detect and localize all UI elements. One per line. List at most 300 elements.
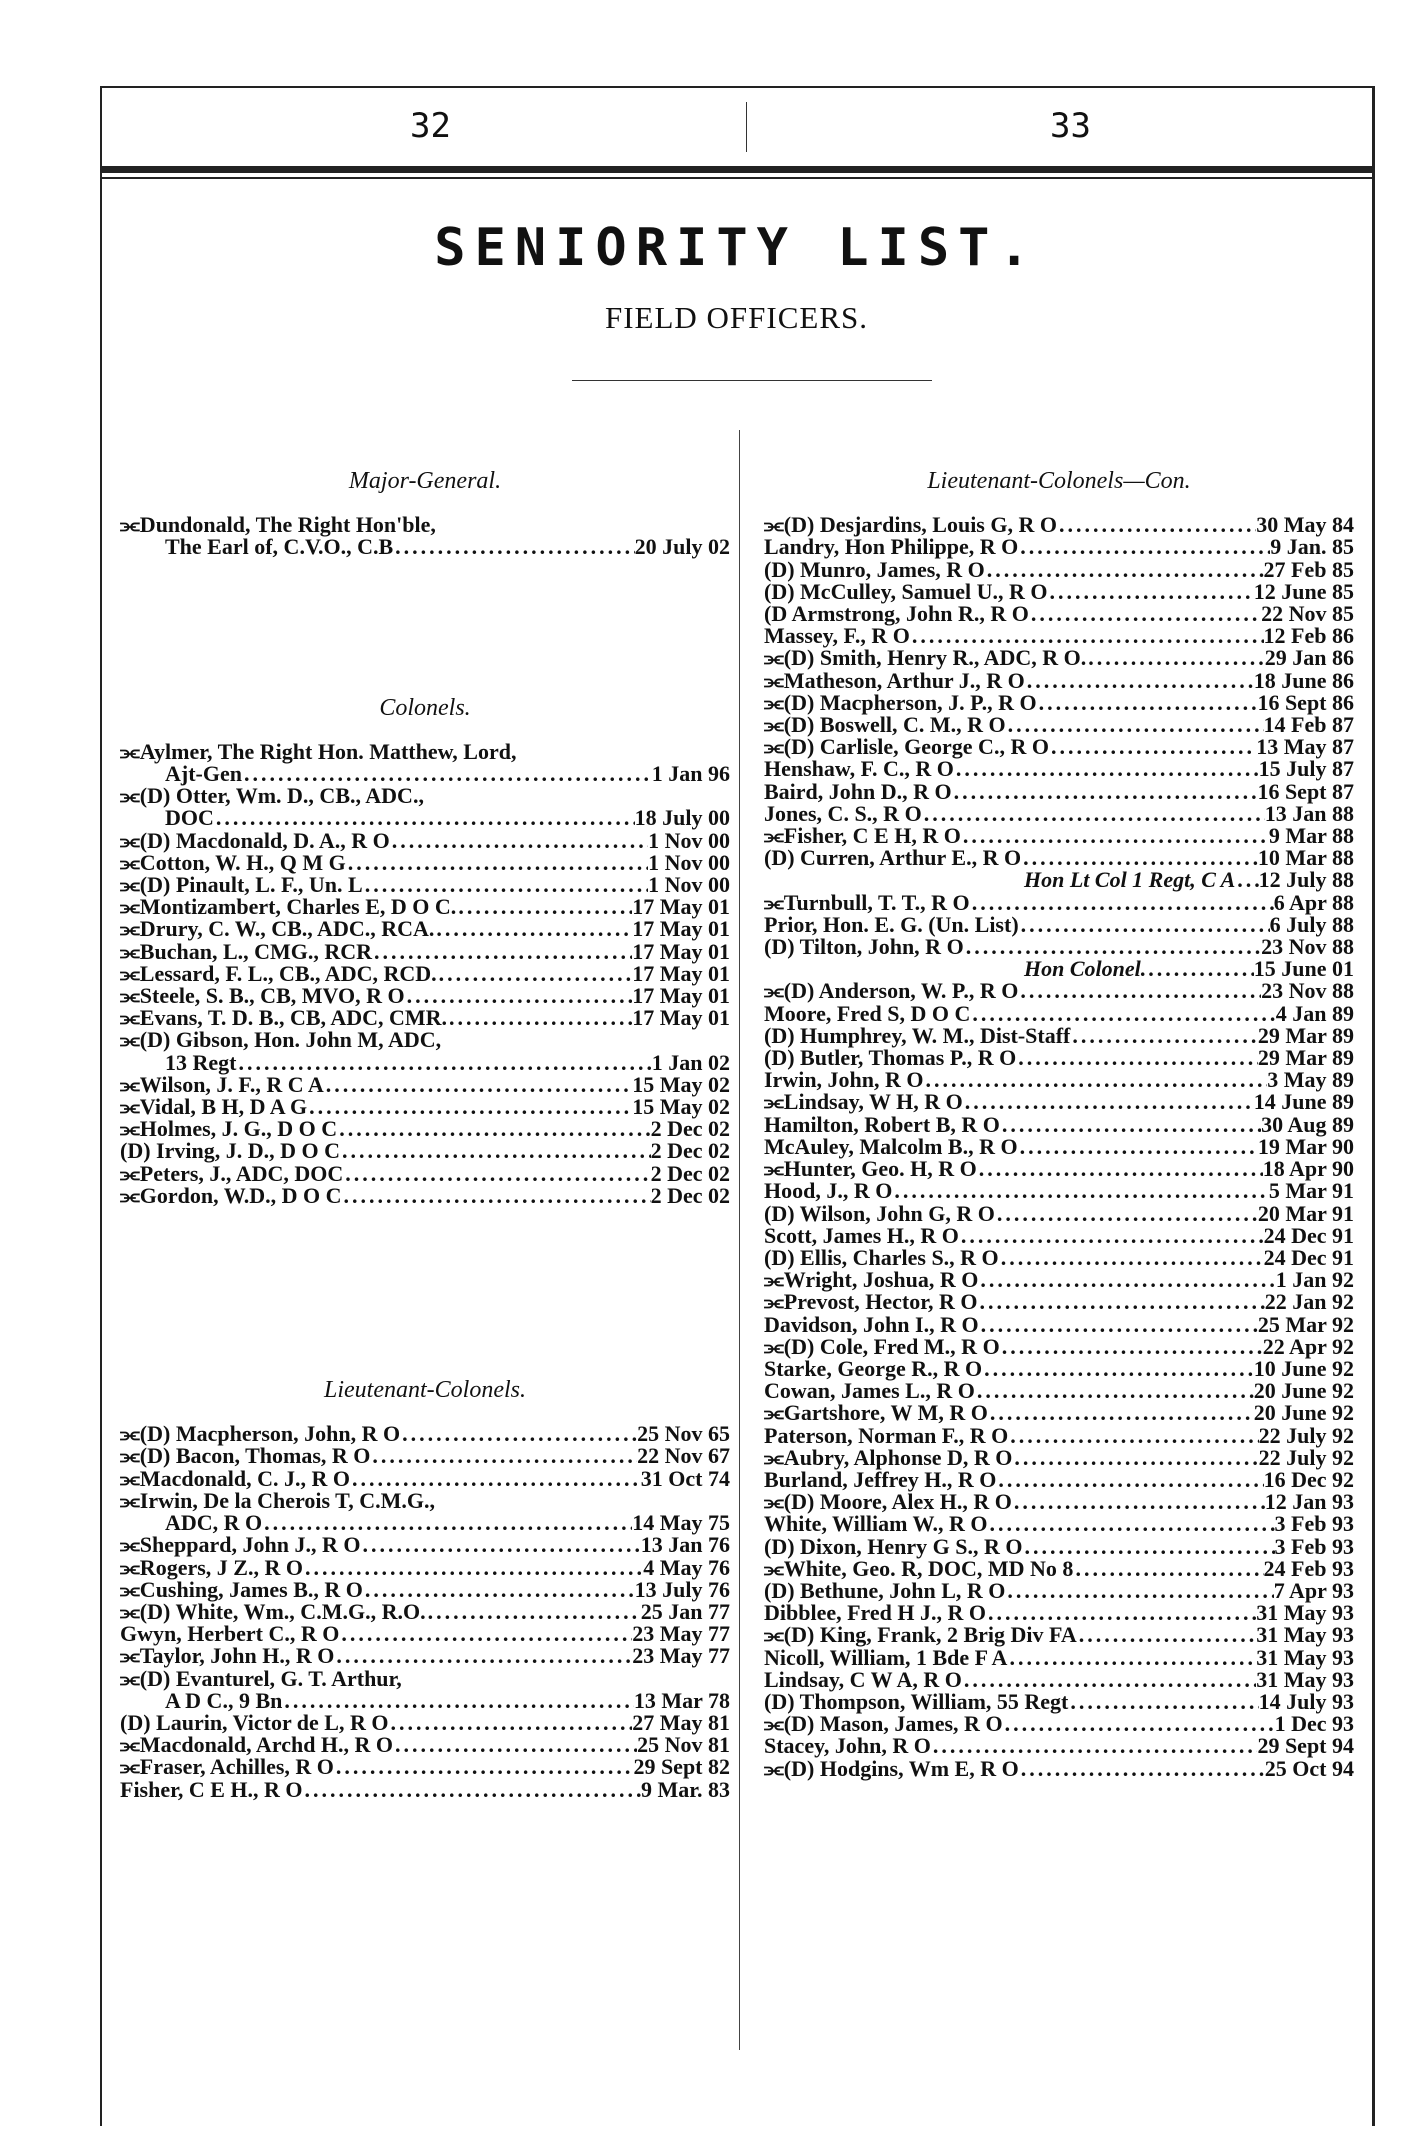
list-item xyxy=(764,936,1354,958)
page-number-right: 33 xyxy=(1050,106,1091,146)
seniority-date: 1 Jan 92 xyxy=(1275,1267,1354,1293)
list-item xyxy=(120,1598,730,1624)
seniority-date: 24 Dec 91 xyxy=(1263,1222,1354,1248)
leader-dots xyxy=(985,559,1264,581)
leader-dots xyxy=(262,1512,632,1534)
leader-dots xyxy=(307,1096,632,1118)
list-item xyxy=(120,1776,730,1802)
officer-name: Dibblee, Fred H J., R O xyxy=(764,1600,987,1626)
seniority-date: 13 Jan 76 xyxy=(640,1532,730,1558)
seniority-date: 9 Jan. 85 xyxy=(1270,534,1354,560)
leader-dots xyxy=(1018,1136,1258,1158)
officer-name: (D) Tilton, John, R O xyxy=(764,934,964,960)
seniority-date: 23 Nov 88 xyxy=(1261,978,1354,1004)
seniority-date: 2 Dec 02 xyxy=(650,1138,730,1164)
leader-dots xyxy=(970,1003,1275,1025)
officer-name: Irwin, John, R O xyxy=(764,1067,924,1093)
list-item xyxy=(764,847,1354,869)
officer-name: ⫘Wright, Joshua, R O xyxy=(764,1267,979,1293)
list-item xyxy=(120,1465,730,1491)
leader-dots xyxy=(988,1402,1254,1424)
seniority-date: 25 Nov 81 xyxy=(637,1732,730,1758)
leader-dots xyxy=(346,852,648,874)
seniority-date: 27 May 81 xyxy=(632,1709,730,1735)
leader-dots xyxy=(360,1534,640,1556)
leader-dots xyxy=(1019,1758,1265,1780)
leader-dots xyxy=(1012,1447,1258,1469)
officer-name: ⫘Wilson, J. F., R C A xyxy=(120,1071,324,1097)
seniority-date: 3 Feb 93 xyxy=(1274,1511,1354,1537)
seniority-date: 24 Feb 93 xyxy=(1263,1555,1354,1581)
officer-name: ⫘(D) Anderson, W. P., R O xyxy=(764,978,1019,1004)
seniority-date: 29 Jan 86 xyxy=(1264,645,1354,671)
title-rule xyxy=(572,380,932,381)
list-item xyxy=(764,758,1354,780)
officer-name: (D) McCulley, Samuel U., R O xyxy=(764,578,1048,604)
leader-dots xyxy=(931,1735,1258,1757)
officer-name: ⫘(D) Mason, James, R O xyxy=(764,1711,1003,1737)
leader-dots xyxy=(1016,1047,1258,1069)
officer-name: ⫘Taylor, John H., R O xyxy=(120,1643,335,1669)
seniority-date: 23 May 77 xyxy=(632,1643,730,1669)
leader-dots xyxy=(236,1052,651,1074)
officer-name: ⫘Hunter, Geo. H, R O xyxy=(764,1156,977,1182)
list-item xyxy=(120,1576,730,1602)
officer-name: ⫘(D) Evanturel, G. T. Arthur, xyxy=(120,1665,402,1691)
list-item xyxy=(764,1311,1354,1337)
list-item xyxy=(120,849,730,875)
leader-dots xyxy=(434,918,632,940)
entry-continuation xyxy=(120,1687,730,1713)
seniority-date: 30 Aug 89 xyxy=(1261,1111,1354,1137)
leader-dots xyxy=(1048,581,1254,603)
list-item xyxy=(764,1422,1354,1448)
leader-dots xyxy=(1057,514,1256,536)
leader-dots xyxy=(363,1579,635,1601)
leader-dots xyxy=(303,1779,641,1801)
section-heading-lieutenant-colonels: Lieutenant-Colonels. xyxy=(324,1377,526,1404)
officer-name: (D Armstrong, John R., R O xyxy=(764,601,1029,627)
leader-dots xyxy=(1000,1336,1263,1358)
list-item xyxy=(764,869,1354,891)
officer-name: ⫘Irwin, De la Cherois T, C.M.G., xyxy=(120,1487,435,1513)
list-item xyxy=(764,825,1354,847)
leader-dots xyxy=(340,1140,651,1162)
leader-dots xyxy=(334,1645,632,1667)
officer-name: ⫘(D) Carlisle, George C., R O xyxy=(764,734,1049,760)
list-item xyxy=(764,578,1354,604)
leader-dots xyxy=(1012,1491,1265,1513)
section-heading-major-general: Major-General. xyxy=(348,468,502,494)
officer-name: Paterson, Norman F., R O xyxy=(764,1422,1009,1448)
list-item xyxy=(120,896,730,918)
right-column xyxy=(764,470,1354,1780)
seniority-date: 18 July 00 xyxy=(634,805,730,831)
officer-name: ⫘Sheppard, John J., R O xyxy=(120,1532,361,1558)
seniority-date: 20 June 92 xyxy=(1253,1378,1354,1404)
seniority-date: 4 Jan 89 xyxy=(1275,1000,1354,1026)
list-item xyxy=(764,667,1354,693)
leader-dots xyxy=(1019,914,1270,936)
seniority-date: 14 Feb 87 xyxy=(1263,712,1354,738)
leader-dots xyxy=(363,874,648,896)
officer-name: ⫘Rogers, J Z., R O xyxy=(120,1554,303,1580)
list-item xyxy=(764,778,1354,804)
leader-dots xyxy=(952,781,1258,803)
list-item xyxy=(764,1269,1354,1291)
list-item xyxy=(120,827,730,853)
seniority-date: 9 Mar. 83 xyxy=(640,1776,730,1802)
officer-name: ⫘(D) King, Frank, 2 Brig Div FA xyxy=(764,1622,1077,1648)
officer-name: DOC xyxy=(165,805,214,831)
officer-name: Davidson, John I., R O xyxy=(764,1311,979,1337)
seniority-date: 30 May 84 xyxy=(1256,512,1354,538)
officer-name: ⫘Drury, C. W., CB., ADC., RCA. xyxy=(120,916,435,942)
seniority-date: 15 May 02 xyxy=(632,1094,730,1120)
list-item xyxy=(764,889,1354,915)
list-item xyxy=(120,785,730,807)
list-item xyxy=(764,1466,1354,1492)
list-item xyxy=(764,1644,1354,1670)
officer-name: ⫘Gartshore, W M, R O xyxy=(764,1400,988,1426)
leader-dots xyxy=(1008,1425,1258,1447)
officer-name: Starke, George R., R O xyxy=(764,1355,983,1381)
list-item xyxy=(120,918,730,940)
list-item xyxy=(764,1513,1354,1535)
officer-name: ⫘Montizambert, Charles E, D O C. xyxy=(120,894,457,920)
officer-name: ADC, R O xyxy=(165,1510,263,1536)
seniority-date: 18 June 86 xyxy=(1253,667,1354,693)
officer-name: (D) Humphrey, W. M., Dist-Staff xyxy=(764,1022,1071,1048)
seniority-date: 3 Feb 93 xyxy=(1274,1533,1354,1559)
leader-dots xyxy=(964,936,1261,958)
list-item xyxy=(120,1007,730,1029)
officer-name: Gwyn, Herbert C., R O xyxy=(120,1621,340,1647)
seniority-date: 1 Dec 93 xyxy=(1274,1711,1354,1737)
leader-dots xyxy=(1003,1713,1275,1735)
leader-dots xyxy=(1086,647,1264,669)
leader-dots xyxy=(282,1690,634,1712)
list-item xyxy=(764,714,1354,736)
seniority-date: 17 May 01 xyxy=(632,960,730,986)
leader-dots xyxy=(977,1158,1263,1180)
seniority-date: 29 Mar 89 xyxy=(1257,1022,1354,1048)
list-item xyxy=(764,689,1354,715)
officer-name: ⫘Aylmer, The Right Hon. Matthew, Lord, xyxy=(120,738,517,764)
leader-dots xyxy=(343,1163,650,1185)
leader-dots xyxy=(1018,536,1270,558)
leader-dots xyxy=(303,1557,643,1579)
leader-dots xyxy=(995,1203,1258,1225)
leader-dots xyxy=(922,803,1265,825)
leader-dots xyxy=(982,1358,1254,1380)
officer-name: (D) Curren, Arthur E., R O xyxy=(764,845,1022,871)
leader-dots xyxy=(372,941,632,963)
seniority-date: 17 May 01 xyxy=(632,916,730,942)
leader-dots xyxy=(1077,1624,1257,1646)
leader-dots xyxy=(350,1468,641,1490)
leader-dots xyxy=(370,1445,637,1467)
seniority-date: 2 Dec 02 xyxy=(650,1116,730,1142)
list-item xyxy=(120,1182,730,1208)
list-item xyxy=(764,647,1354,669)
leader-dots xyxy=(447,1007,632,1029)
seniority-date: 15 June 01 xyxy=(1253,956,1354,982)
list-item xyxy=(764,1688,1354,1714)
leader-dots xyxy=(1029,603,1261,625)
officer-name: ⫘Turnbull, T. T., R O xyxy=(764,889,970,915)
leader-dots xyxy=(1068,1691,1258,1713)
list-item xyxy=(764,1713,1354,1735)
officer-name: ⫘(D) Bacon, Thomas, R O xyxy=(120,1443,371,1469)
leader-dots xyxy=(892,1180,1269,1202)
list-item xyxy=(764,1380,1354,1402)
list-item xyxy=(764,736,1354,758)
seniority-date: 29 Mar 89 xyxy=(1257,1045,1354,1071)
list-item xyxy=(120,1554,730,1580)
list-item xyxy=(764,1222,1354,1248)
list-item xyxy=(764,1402,1354,1424)
entry-continuation xyxy=(120,763,730,785)
officer-name: The Earl of, C.V.O., C.B xyxy=(165,534,394,560)
officer-name: ⫘(D) Gibson, Hon. John M, ADC, xyxy=(120,1027,442,1053)
seniority-date: 25 Mar 92 xyxy=(1257,1311,1354,1337)
seniority-date: 31 May 93 xyxy=(1256,1666,1354,1692)
seniority-date: 7 Apr 93 xyxy=(1273,1577,1354,1603)
list-item xyxy=(764,1333,1354,1359)
list-item xyxy=(764,1533,1354,1559)
seniority-date: 22 Jan 92 xyxy=(1264,1289,1354,1315)
officer-name: ⫘(D) Boswell, C. M., R O xyxy=(764,712,1006,738)
officer-name: ⫘Lindsay, W H, R O xyxy=(764,1089,963,1115)
officer-name: (D) Wilson, John G, R O xyxy=(764,1200,995,1226)
leader-dots xyxy=(996,1469,1263,1491)
list-item xyxy=(764,625,1354,647)
list-item xyxy=(764,800,1354,826)
officer-name: A D C., 9 Bn xyxy=(165,1687,283,1713)
seniority-date: 16 Dec 92 xyxy=(1263,1466,1354,1492)
officer-name: ⫘Macdonald, Archd H., R O xyxy=(120,1732,394,1758)
officer-name: (D) Munro, James, R O xyxy=(764,556,985,582)
officer-name: Hon Colonel. xyxy=(1024,956,1147,982)
leader-dots xyxy=(954,758,1259,780)
list-item xyxy=(764,514,1354,536)
seniority-date: 22 July 92 xyxy=(1258,1422,1354,1448)
leader-dots xyxy=(970,892,1274,914)
seniority-date: 23 May 77 xyxy=(632,1621,730,1647)
leader-dots xyxy=(339,1623,632,1645)
seniority-date: 22 Nov 67 xyxy=(637,1443,730,1469)
list-item xyxy=(764,1735,1354,1757)
page-subtitle: FIELD OFFICERS. xyxy=(604,300,869,335)
officer-name: (D) Bethune, John L, R O xyxy=(764,1577,1006,1603)
seniority-date: 12 June 85 xyxy=(1253,578,1354,604)
officer-name: Stacey, John, R O xyxy=(764,1733,931,1759)
leader-dots xyxy=(1146,958,1254,980)
leader-dots xyxy=(988,1513,1275,1535)
seniority-date: 17 May 01 xyxy=(632,938,730,964)
officer-name: Burland, Jeffrey H., R O xyxy=(764,1466,997,1492)
officer-name: ⫘Gordon, W.D., D O C xyxy=(120,1182,342,1208)
officer-name: Prior, Hon. E. G. (Un. List) xyxy=(764,911,1019,937)
seniority-date: 9 Mar 88 xyxy=(1268,823,1354,849)
seniority-date: 1 Jan 02 xyxy=(651,1049,730,1075)
page-title: SENIORITY LIST. xyxy=(434,218,1039,278)
list-item xyxy=(764,1158,1354,1180)
officer-name: ⫘White, Geo. R, DOC, MD No 8 xyxy=(764,1555,1074,1581)
section-heading-lieutenant-colonels-continued: Lieutenant-Colonels—Con. xyxy=(927,468,1191,494)
seniority-date: 12 Jan 93 xyxy=(1264,1489,1354,1515)
leader-dots xyxy=(426,1601,641,1623)
officer-name: (D) Laurin, Victor de L, R O xyxy=(120,1709,389,1735)
list-item xyxy=(120,1423,730,1445)
officer-name: ⫘(D) Macpherson, J. P., R O xyxy=(764,689,1037,715)
seniority-date: 2 Dec 02 xyxy=(650,1182,730,1208)
leader-dots xyxy=(400,1423,637,1445)
officer-name: ⫘Buchan, L., CMG., RCR xyxy=(120,938,373,964)
officer-name: ⫘Dundonald, The Right Hon'ble, xyxy=(120,512,436,538)
seniority-date: 22 July 92 xyxy=(1258,1444,1354,1470)
seniority-date: 14 June 89 xyxy=(1253,1089,1354,1115)
list-item xyxy=(764,1577,1354,1603)
leader-dots xyxy=(978,1269,1275,1291)
list-item xyxy=(764,1624,1354,1646)
seniority-date: 17 May 01 xyxy=(632,983,730,1009)
officer-name: ⫘Holmes, J. G., D O C xyxy=(120,1116,338,1142)
list-item xyxy=(120,1709,730,1735)
leader-dots xyxy=(975,1380,1254,1402)
entry-continuation xyxy=(120,1049,730,1075)
leader-dots xyxy=(1005,1580,1273,1602)
leader-dots xyxy=(1025,670,1254,692)
leader-dots xyxy=(405,985,633,1007)
list-item xyxy=(120,1665,730,1691)
officer-name: White, William W., R O xyxy=(764,1511,988,1537)
list-item xyxy=(120,938,730,964)
leader-dots xyxy=(1235,869,1258,891)
officer-name: Fisher, C E H., R O xyxy=(120,1776,303,1802)
officer-name: Massey, F., R O xyxy=(764,623,910,649)
seniority-date: 1 Nov 00 xyxy=(648,827,730,853)
list-item xyxy=(764,1069,1354,1091)
seniority-date: 18 Apr 90 xyxy=(1262,1156,1354,1182)
seniority-date: 20 Mar 91 xyxy=(1257,1200,1354,1226)
seniority-date: 15 May 02 xyxy=(632,1071,730,1097)
officer-name: McAuley, Malcolm B., R O xyxy=(764,1133,1018,1159)
seniority-date: 13 July 76 xyxy=(634,1576,730,1602)
list-item xyxy=(764,1111,1354,1137)
seniority-date: 25 Oct 94 xyxy=(1264,1755,1354,1781)
list-item xyxy=(764,603,1354,625)
seniority-date: 31 May 93 xyxy=(1256,1600,1354,1626)
officer-name: Hamilton, Robert B, R O xyxy=(764,1111,1000,1137)
leader-dots xyxy=(962,1669,1256,1691)
officer-name: ⫘Macdonald, C. J., R O xyxy=(120,1465,351,1491)
leader-dots xyxy=(999,1247,1264,1269)
seniority-date: 31 May 93 xyxy=(1256,1622,1354,1648)
leader-dots xyxy=(324,1074,632,1096)
officer-name: Landry, Hon Philippe, R O xyxy=(764,534,1019,560)
officer-name: ⫘(D) Moore, Alex H., R O xyxy=(764,1489,1012,1515)
seniority-date: 13 Mar 78 xyxy=(633,1687,730,1713)
leader-dots xyxy=(977,1291,1264,1313)
seniority-date: 22 Apr 92 xyxy=(1262,1333,1354,1359)
list-item xyxy=(120,1645,730,1667)
officer-name: ⫘(D) Cole, Fred M., R O xyxy=(764,1333,1000,1359)
leader-dots xyxy=(242,763,652,785)
officer-name: ⫘(D) Macpherson, John, R O xyxy=(120,1421,401,1447)
leader-dots xyxy=(1021,847,1258,869)
leader-dots xyxy=(1037,692,1258,714)
officer-name: Hon Lt Col 1 Regt, C A xyxy=(1024,867,1236,893)
officer-name: ⫘(D) Desjardins, Louis G, R O xyxy=(764,512,1057,538)
officer-name: Scott, James H., R O xyxy=(764,1222,959,1248)
list-item xyxy=(764,1444,1354,1470)
leader-dots xyxy=(986,1602,1256,1624)
seniority-date: 20 June 92 xyxy=(1253,1400,1354,1426)
entry-continuation xyxy=(120,1512,730,1534)
page-number-left: 32 xyxy=(410,106,451,146)
officer-name: Baird, John D., R O xyxy=(764,778,952,804)
officer-name: Cowan, James L., R O xyxy=(764,1378,975,1404)
seniority-date: 10 Mar 88 xyxy=(1257,845,1354,871)
major-general-list xyxy=(120,514,730,558)
list-item xyxy=(120,960,730,986)
seniority-date: 24 Dec 91 xyxy=(1263,1244,1354,1270)
list-item xyxy=(120,738,730,764)
list-item xyxy=(120,1623,730,1645)
seniority-date: 6 July 88 xyxy=(1269,911,1354,937)
seniority-date: 19 Mar 90 xyxy=(1257,1133,1354,1159)
officer-name: ⫘Lessard, F. L., CB., ADC, RCD. xyxy=(120,960,437,986)
seniority-date: 17 May 01 xyxy=(632,894,730,920)
lieutenant-colonels-list xyxy=(120,1423,730,1800)
leader-dots xyxy=(1018,980,1261,1002)
officer-name: ⫘Fraser, Achilles, R O xyxy=(120,1754,334,1780)
leader-dots xyxy=(390,830,648,852)
leader-dots xyxy=(961,825,1269,847)
list-item xyxy=(764,1091,1354,1113)
entry-continuation xyxy=(120,807,730,829)
officer-name: ⫘Vidal, B H, D A G xyxy=(120,1094,308,1120)
seniority-date: 23 Nov 88 xyxy=(1261,934,1354,960)
list-item xyxy=(764,1755,1354,1781)
list-item xyxy=(120,1734,730,1756)
leader-dots xyxy=(437,963,633,985)
seniority-date: 5 Mar 91 xyxy=(1268,1178,1354,1204)
colonels-list xyxy=(120,738,730,1208)
header-thick-rule xyxy=(100,166,1373,173)
officer-name: Moore, Fred S, D O C xyxy=(764,1000,971,1026)
list-item xyxy=(120,1140,730,1162)
seniority-date: 27 Feb 85 xyxy=(1263,556,1354,582)
leader-dots xyxy=(1007,1647,1256,1669)
officer-name: ⫘(D) Smith, Henry R., ADC, R O. xyxy=(764,645,1087,671)
seniority-date: 10 June 92 xyxy=(1253,1355,1354,1381)
list-item xyxy=(120,1534,730,1556)
officer-name: ⫘Peters, J., ADC, DOC xyxy=(120,1160,344,1186)
seniority-date: 31 Oct 74 xyxy=(640,1465,730,1491)
list-item xyxy=(120,1756,730,1778)
list-item xyxy=(764,1133,1354,1159)
officer-name: ⫘Aubry, Alphonse D, R O xyxy=(764,1444,1013,1470)
officer-name: ⫘(D) Hodgins, Wm E, R O xyxy=(764,1755,1019,1781)
leader-dots xyxy=(1006,714,1264,736)
officer-name: Ajt-Gen xyxy=(165,761,242,787)
officer-name: (D) Dixon, Henry G S., R O xyxy=(764,1533,1023,1559)
list-item xyxy=(764,536,1354,558)
leader-dots xyxy=(924,1069,1268,1091)
